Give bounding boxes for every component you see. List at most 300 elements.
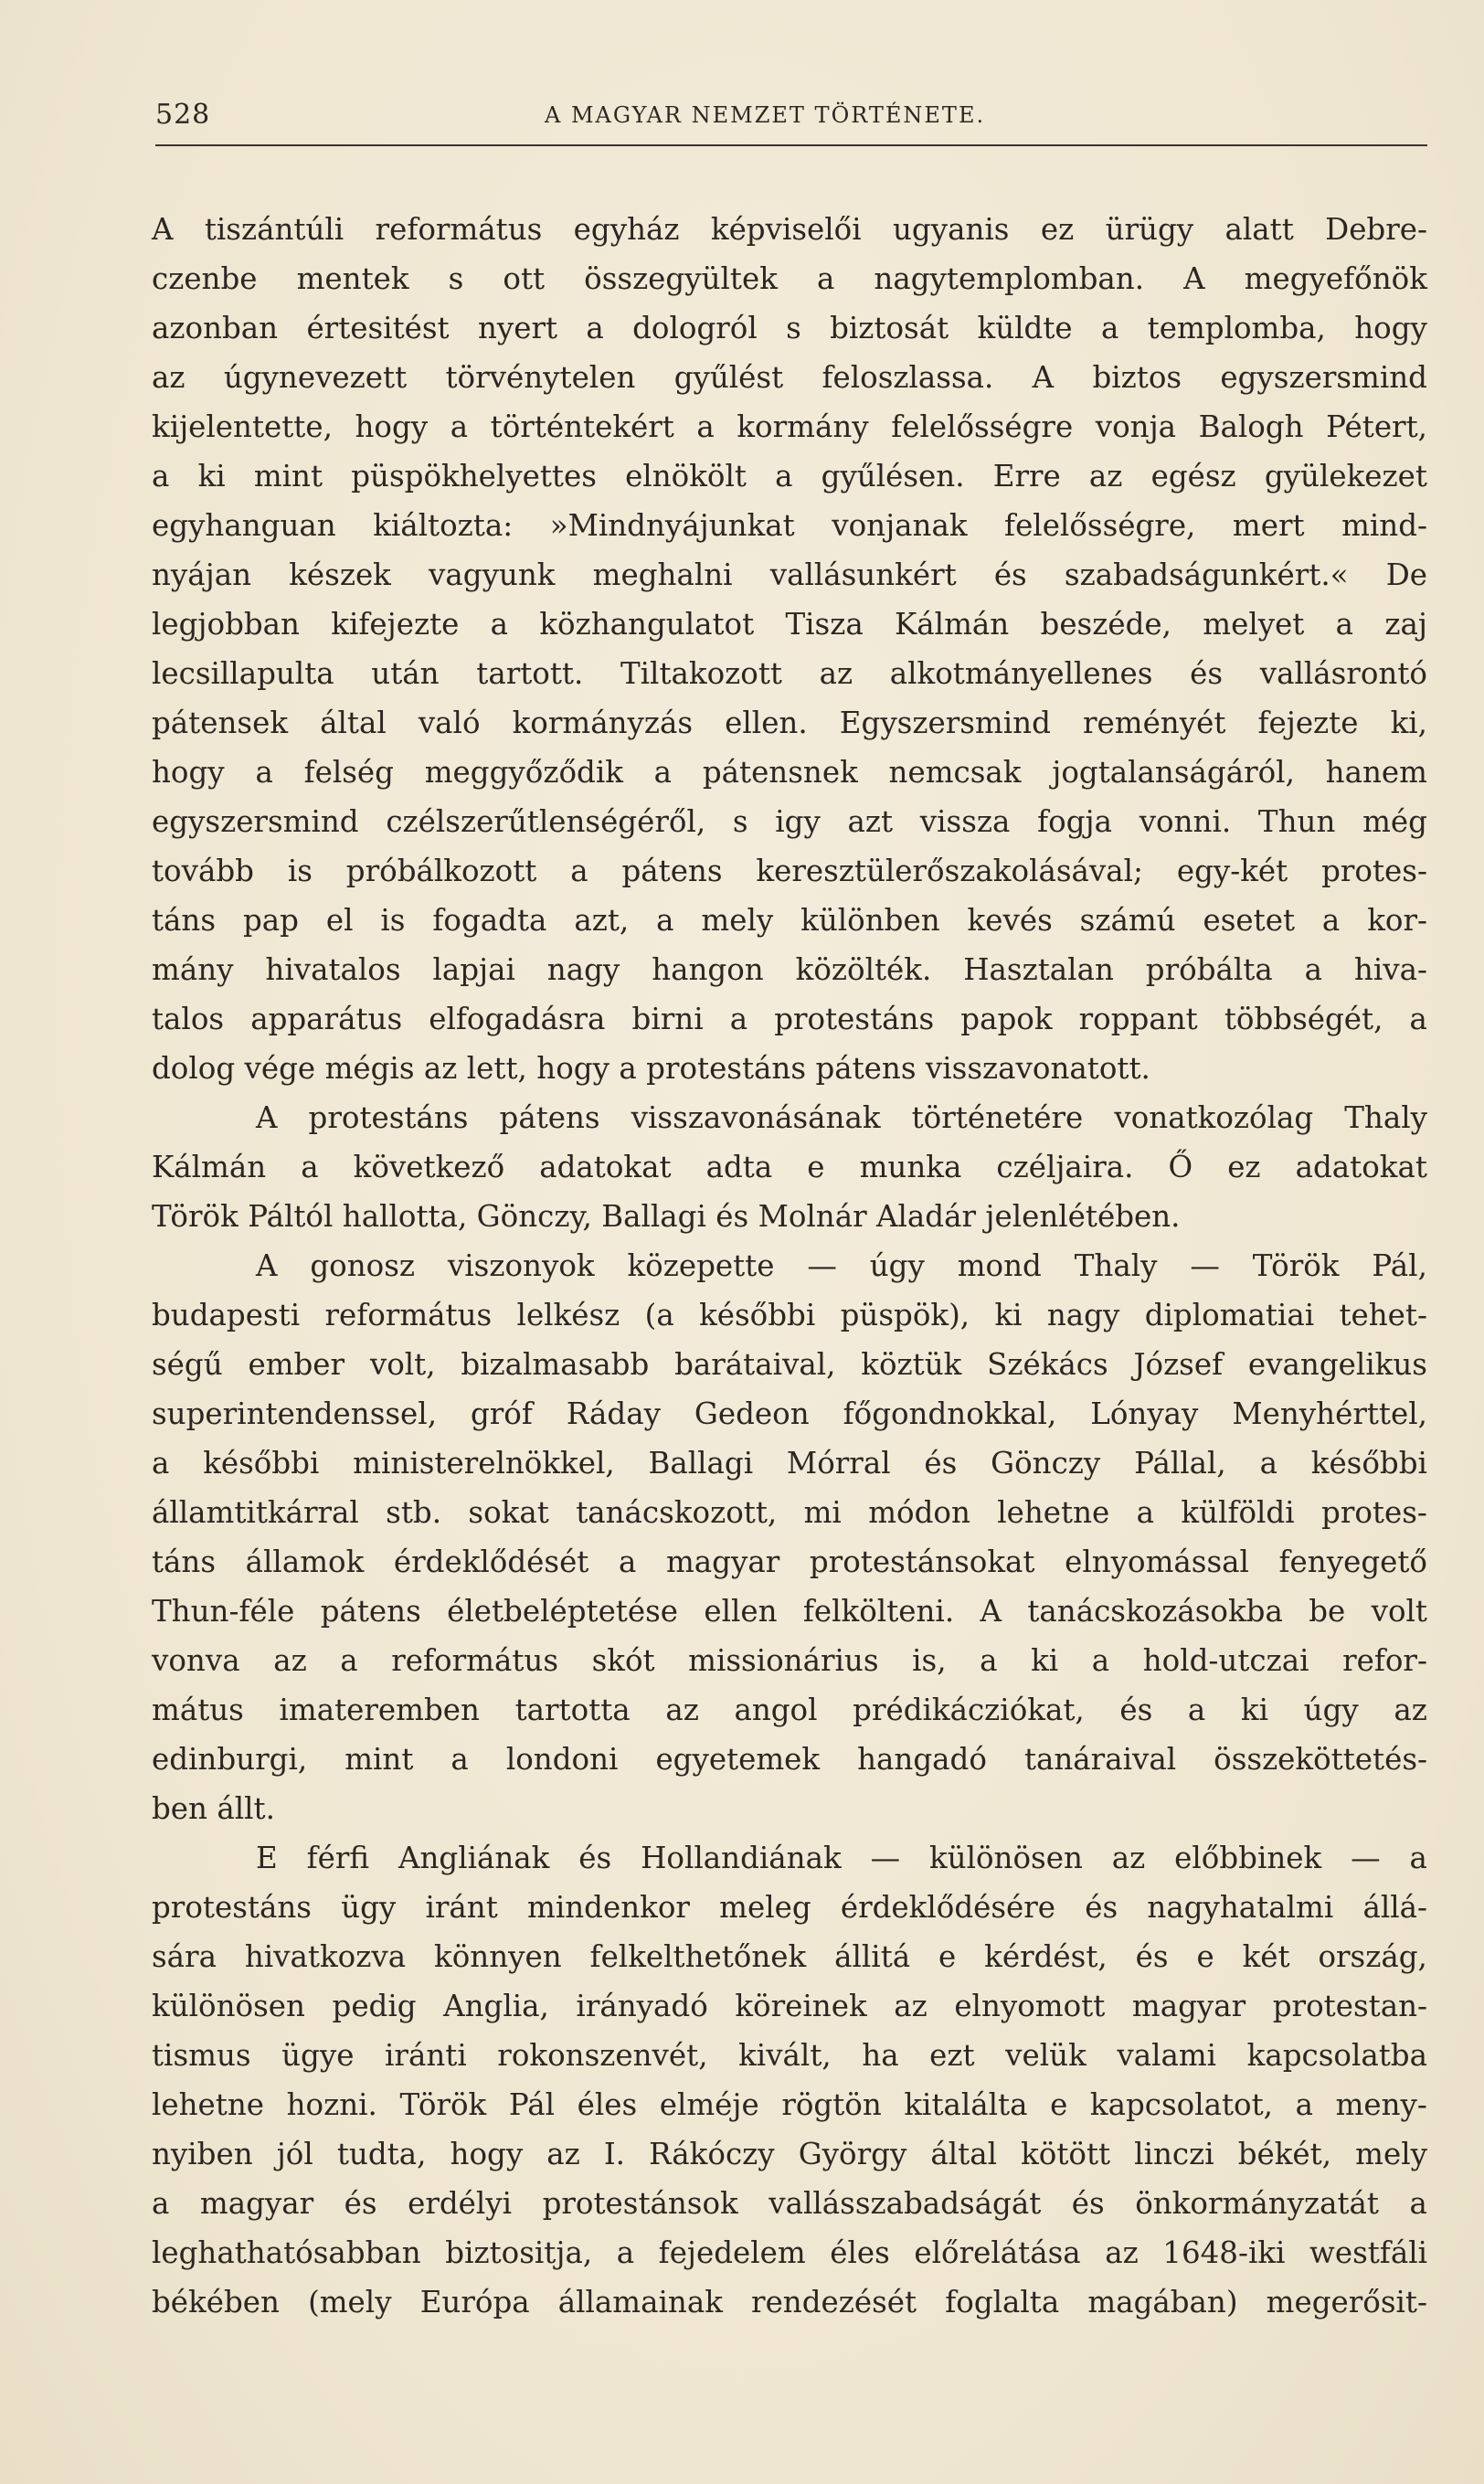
word: missionárius: [688, 1643, 879, 1678]
word: református: [375, 212, 543, 247]
word: lecsillapulta: [152, 656, 334, 691]
word: hivatalos: [265, 952, 401, 987]
word: az: [894, 1989, 928, 2023]
word: éles: [577, 2087, 638, 2122]
word: tartotta: [514, 1693, 631, 1727]
word: államtitkárral: [152, 1495, 359, 1530]
word: papok: [960, 1002, 1053, 1036]
text-line: [152, 402, 1427, 451]
word: Pállal,: [1134, 1446, 1226, 1481]
word: Thun: [1257, 804, 1336, 839]
word: pátens: [621, 854, 723, 888]
word: meny-: [1335, 2087, 1427, 2122]
word: ez: [1040, 212, 1075, 247]
word: imateremben: [279, 1693, 480, 1727]
word: ki: [994, 1298, 1023, 1332]
word: Menyhérttel,: [1232, 1396, 1427, 1431]
word: egyhanguan: [152, 508, 336, 543]
word: Thun-féle: [152, 1594, 295, 1629]
word: alatt: [1224, 212, 1294, 247]
word: el: [325, 903, 354, 938]
word: s: [732, 804, 748, 839]
word: próbálkozott: [345, 854, 537, 888]
word: Lónyay: [1090, 1396, 1199, 1431]
word: a: [619, 1051, 637, 1086]
word: magában): [1087, 2285, 1238, 2319]
word: az: [546, 2137, 580, 2171]
text-line: [152, 1241, 1427, 1290]
running-head: A MAGYAR NEMZET TÖRTÉNETE.: [545, 102, 986, 128]
word: érdeklődését: [393, 1545, 589, 1579]
word: hogy: [1354, 311, 1427, 345]
word: tismus: [152, 2038, 251, 2073]
word: a: [653, 755, 673, 790]
word: Gedeon: [694, 1396, 810, 1431]
word: hivatkozva: [244, 1939, 407, 1974]
word: kitalálta: [904, 2087, 1028, 2122]
word: nagyhatalmi: [1147, 1890, 1334, 1925]
word: még: [1362, 804, 1427, 839]
word: Erre: [992, 459, 1061, 494]
word: a: [340, 1643, 358, 1678]
word: a: [450, 1742, 469, 1777]
word: ellen.: [725, 706, 808, 740]
word: a: [152, 459, 170, 494]
word: református: [391, 1643, 558, 1678]
word: egy-két: [1176, 854, 1288, 888]
page-number: 528: [155, 99, 211, 131]
word: hold-utczai: [1142, 1643, 1309, 1678]
word: czélszerűtlenségéről,: [386, 804, 706, 839]
word: egyszersmind: [1220, 360, 1427, 395]
word: Pál,: [1372, 1248, 1427, 1283]
text-line: [152, 2031, 1427, 2080]
word: az: [152, 360, 186, 395]
word: »Mindnyájunkat: [549, 508, 795, 543]
word: számú: [1079, 903, 1176, 938]
word: protes-: [1321, 854, 1427, 888]
word: kevés: [967, 903, 1053, 938]
word: által: [320, 706, 387, 740]
word: tehet-: [1339, 1298, 1427, 1332]
text-line: [152, 1587, 1427, 1636]
word: A: [1032, 360, 1055, 395]
word: és: [993, 557, 1027, 592]
word: különösen: [928, 1841, 1083, 1875]
word: bizalmasabb: [461, 1347, 650, 1382]
text-line: [152, 2080, 1427, 2129]
word: György: [798, 2137, 907, 2171]
word: A: [256, 1248, 278, 1283]
word: ki,: [1390, 706, 1427, 740]
word: a: [490, 607, 509, 642]
word: visszavonatott.: [925, 1051, 1150, 1086]
word: superintendenssel,: [152, 1396, 438, 1431]
word: e: [938, 1939, 957, 1974]
word: jól: [276, 2137, 313, 2171]
word: felkelthetőnek: [589, 1939, 807, 1974]
word: vonjanak: [832, 508, 968, 543]
word: pedig: [332, 1989, 417, 2023]
word: is: [287, 854, 313, 888]
word: jogtalanságáról,: [1052, 755, 1295, 790]
word: Kálmán: [895, 607, 1010, 642]
word: Gönczy: [991, 1446, 1101, 1481]
word: Hasztalan: [963, 952, 1114, 987]
word: magyar: [665, 1545, 780, 1579]
word: a: [816, 261, 835, 296]
word: Molnár: [758, 1199, 867, 1234]
word: és: [1071, 2186, 1105, 2221]
word: ember: [248, 1347, 345, 1382]
word: vallásunkért: [769, 557, 957, 592]
word: az: [665, 1693, 699, 1727]
text-line: [152, 501, 1427, 550]
word: fenyegető: [1278, 1545, 1427, 1579]
word: Pál: [508, 2087, 556, 2122]
word: után: [371, 656, 440, 691]
word: edinburgi,: [152, 1742, 308, 1777]
word: köreinek: [735, 1989, 867, 2023]
word: (mely: [308, 2285, 392, 2319]
word: Rákóczy: [649, 2137, 775, 2171]
word: budapesti: [152, 1298, 301, 1332]
text-line: [152, 2277, 1427, 2327]
word: skót: [591, 1643, 655, 1678]
word: kifejezte: [331, 607, 460, 642]
word: fejezte: [1257, 706, 1359, 740]
word: főgondnokkal,: [843, 1396, 1057, 1431]
word: későbbi: [699, 1298, 816, 1332]
word: elfogadásra: [429, 1002, 606, 1036]
word: protestánsokat: [809, 1545, 1035, 1579]
text-line: [152, 1981, 1427, 2031]
word: mond: [957, 1248, 1042, 1283]
word: stb.: [386, 1495, 442, 1530]
word: e: [1050, 2087, 1068, 2122]
word: a: [450, 409, 469, 444]
page-header: [155, 99, 1426, 135]
word: összeköttetés-: [1214, 1742, 1427, 1777]
word: sokat: [468, 1495, 549, 1530]
word: leghathatósabban: [152, 2235, 421, 2270]
word: ki: [197, 459, 226, 494]
text-line: [152, 550, 1427, 600]
word: felkölteni.: [802, 1594, 955, 1629]
word: protestáns: [308, 1100, 469, 1135]
word: hozni.: [286, 2087, 377, 2122]
word: e: [807, 1150, 825, 1184]
word: a: [255, 755, 273, 790]
word: mentek: [296, 261, 409, 296]
word: czéljaira.: [996, 1150, 1134, 1184]
word: által: [930, 2137, 997, 2171]
word: érdeklődésére: [840, 1890, 1056, 1925]
word: iránti: [385, 2038, 467, 2073]
word: velük: [1005, 2038, 1086, 2073]
word: De: [1385, 557, 1427, 592]
word: azt: [847, 804, 894, 839]
text-line: [152, 1192, 1427, 1241]
text-line: [152, 1438, 1427, 1488]
word: férfi: [306, 1841, 370, 1875]
word: hanem: [1325, 755, 1427, 790]
word: az: [1111, 1841, 1146, 1875]
word: hogy: [450, 2137, 524, 2171]
word: protestan-: [1272, 1989, 1427, 2023]
word: munka: [859, 1150, 962, 1184]
text-line: [152, 2129, 1427, 2179]
word: békében: [152, 2285, 280, 2319]
word: igy: [775, 804, 821, 839]
word: zaj: [1384, 607, 1427, 642]
word: nemcsak: [888, 755, 1022, 790]
text-line: [152, 994, 1427, 1044]
text-line: [152, 303, 1427, 353]
word: melyet: [1203, 607, 1305, 642]
word: kijelentette,: [152, 409, 333, 444]
word: előbbinek: [1174, 1841, 1322, 1875]
word: készek: [289, 557, 391, 592]
word: közhangulatot: [539, 607, 755, 642]
word: a: [570, 854, 588, 888]
word: valami: [1117, 2038, 1217, 2073]
word: az: [1088, 459, 1123, 494]
word: protestáns: [774, 1002, 935, 1036]
word: vonja: [1095, 409, 1177, 444]
word: roppant: [1078, 1002, 1198, 1036]
word: irányadó: [576, 1989, 708, 2023]
word: gyűlésen.: [821, 459, 965, 494]
word: egész: [1150, 459, 1236, 494]
word: Ő: [1168, 1150, 1193, 1184]
word: egyszersmind: [152, 804, 359, 839]
word: József: [1133, 1347, 1224, 1382]
word: jelenlétében.: [985, 1199, 1181, 1234]
word: hogy: [536, 1051, 610, 1086]
word: az: [819, 656, 853, 691]
word: pátensnek: [702, 755, 858, 790]
word: ellen: [704, 1594, 778, 1629]
word: birni: [631, 1002, 704, 1036]
word: Ballagi: [601, 1199, 706, 1234]
word: táns: [152, 1545, 217, 1579]
text-line: [152, 1735, 1427, 1784]
text-line: [152, 846, 1427, 896]
word: mert: [1232, 508, 1305, 543]
word: pátens: [320, 1594, 421, 1629]
word: —: [1190, 1248, 1220, 1283]
word: Thaly: [1344, 1100, 1427, 1135]
word: Gönczy,: [476, 1199, 592, 1234]
word: Ballagi: [648, 1446, 754, 1481]
word: biztosát: [830, 311, 949, 345]
word: mint: [344, 1742, 414, 1777]
word: összegyültek: [584, 261, 778, 296]
word: államainak: [557, 2285, 723, 2319]
word: a: [1409, 1002, 1427, 1036]
word: szabadságunkért.«: [1064, 557, 1349, 592]
word: úgy: [869, 1248, 925, 1283]
word: Tiltakozott: [620, 656, 782, 691]
word: pátensek: [152, 706, 289, 740]
word: rokonszenvét,: [497, 2038, 708, 2073]
word: az: [273, 1643, 307, 1678]
word: a: [775, 459, 793, 494]
text-line: [152, 748, 1427, 797]
word: tanácskozott,: [576, 1495, 778, 1530]
word: hogy: [355, 409, 429, 444]
word: következő: [353, 1150, 505, 1184]
word: a: [152, 1446, 170, 1481]
word: a: [1335, 607, 1354, 642]
word: dolog: [152, 1051, 236, 1086]
word: gonosz: [310, 1248, 416, 1283]
word: püspökhelyettes: [351, 459, 597, 494]
word: foglalta: [945, 2285, 1060, 2319]
word: a: [1259, 1446, 1277, 1481]
word: törvénytelen: [445, 360, 636, 395]
word: prédikácziókat,: [853, 1693, 1085, 1727]
word: Thaly: [1074, 1248, 1158, 1283]
word: Anglia,: [443, 1989, 549, 2023]
text-line: [152, 205, 1427, 254]
word: vallásszabadságát: [768, 2186, 1042, 2221]
word: küldte: [977, 311, 1073, 345]
word: a: [1187, 1693, 1206, 1727]
text-line: [152, 451, 1427, 501]
word: református: [324, 1298, 493, 1332]
word: püspök),: [840, 1298, 970, 1332]
word: ügy: [341, 1890, 397, 1925]
word: ha: [862, 2038, 899, 2073]
word: ország,: [1318, 1939, 1427, 1974]
word: a: [1304, 952, 1323, 987]
word: és: [716, 1199, 749, 1234]
text-line: [152, 1636, 1427, 1685]
word: vonatkozólag: [1114, 1100, 1314, 1135]
word: két: [1242, 1939, 1290, 1974]
word: felelősségre,: [1004, 508, 1196, 543]
word: a: [1409, 2186, 1427, 2221]
word: kormány: [737, 409, 869, 444]
word: templomba,: [1147, 311, 1326, 345]
text-line: [152, 1537, 1427, 1587]
word: Balogh: [1198, 409, 1304, 444]
word: nyájan: [152, 557, 252, 592]
word: gyűlést: [673, 360, 784, 395]
word: protes-: [1321, 1495, 1427, 1530]
word: rögtön: [781, 2087, 882, 2122]
word: próbálta: [1145, 952, 1273, 987]
word: elnyomott: [954, 1989, 1106, 2023]
word: többségét,: [1224, 1002, 1383, 1036]
word: vallásrontó: [1259, 656, 1427, 691]
word: —: [1351, 1841, 1381, 1875]
word: Török: [399, 2087, 487, 2122]
word: magyar: [199, 2186, 314, 2221]
text-line: [152, 1833, 1427, 1883]
word: reményét: [1082, 706, 1226, 740]
text-line: [152, 1488, 1427, 1537]
text-line: [152, 2228, 1427, 2277]
word: erdélyi: [408, 2186, 513, 2221]
word: apparátus: [250, 1002, 403, 1036]
word: kérdést,: [984, 1939, 1108, 1974]
word: ezt: [929, 2038, 975, 2073]
word: megerősit-: [1266, 2285, 1427, 2319]
word: Európa: [419, 2285, 530, 2319]
word: linczi: [1134, 2137, 1214, 2171]
word: ügye: [281, 2038, 355, 2073]
word: diplomatiai: [1144, 1298, 1315, 1332]
word: és: [344, 2186, 377, 2221]
word: westfáli: [1309, 2235, 1427, 2270]
word: iránt: [425, 1890, 498, 1925]
word: ségű: [152, 1347, 223, 1382]
word: való: [418, 706, 481, 740]
word: kiáltozta:: [373, 508, 514, 543]
word: esetet: [1203, 903, 1295, 938]
word: nagytemplomban.: [874, 261, 1145, 296]
word: vége: [244, 1051, 316, 1086]
text-line: [152, 1784, 1427, 1833]
word: tudta,: [336, 2137, 427, 2171]
word: kormányzás: [512, 706, 694, 740]
word: úgy: [1303, 1693, 1359, 1727]
word: beszéde,: [1040, 607, 1171, 642]
word: életbeléptetése: [447, 1594, 679, 1629]
text-line: [152, 1685, 1427, 1735]
word: vonva: [152, 1643, 240, 1678]
word: külföldi: [1181, 1495, 1295, 1530]
word: felség: [303, 755, 394, 790]
text-line: [152, 1883, 1427, 1932]
word: ugyanis: [893, 212, 1010, 247]
word: lelkész: [516, 1298, 620, 1332]
word: békét,: [1237, 2137, 1332, 2171]
word: elméje: [659, 2087, 759, 2122]
word: e: [1196, 1939, 1214, 1974]
text-line: [152, 1093, 1427, 1142]
word: és: [1190, 656, 1224, 691]
word: későbbi: [1310, 1446, 1427, 1481]
word: hallotta,: [342, 1199, 468, 1234]
word: mind-: [1341, 508, 1427, 543]
word: vagyunk: [429, 557, 556, 592]
word: hiva-: [1353, 952, 1427, 987]
word: mindenkor: [527, 1890, 690, 1925]
word: mi: [803, 1495, 842, 1530]
word: lett,: [466, 1051, 527, 1086]
word: Ráday: [566, 1396, 661, 1431]
word: kivált,: [738, 2038, 832, 2073]
word: történetére: [911, 1100, 1084, 1135]
word: legjobban: [152, 607, 300, 642]
word: volt: [1371, 1594, 1427, 1629]
word: A: [256, 1100, 278, 1135]
word: a: [616, 2235, 635, 2270]
word: Hollandiának: [641, 1841, 842, 1875]
word: dologról: [632, 311, 758, 345]
text-line: [152, 1389, 1427, 1438]
word: mely: [701, 903, 774, 938]
word: a: [586, 311, 604, 345]
word: protestánsok: [542, 2186, 738, 2221]
word: Debre-: [1325, 212, 1427, 247]
word: biztos: [1092, 360, 1182, 395]
word: is,: [912, 1643, 947, 1678]
